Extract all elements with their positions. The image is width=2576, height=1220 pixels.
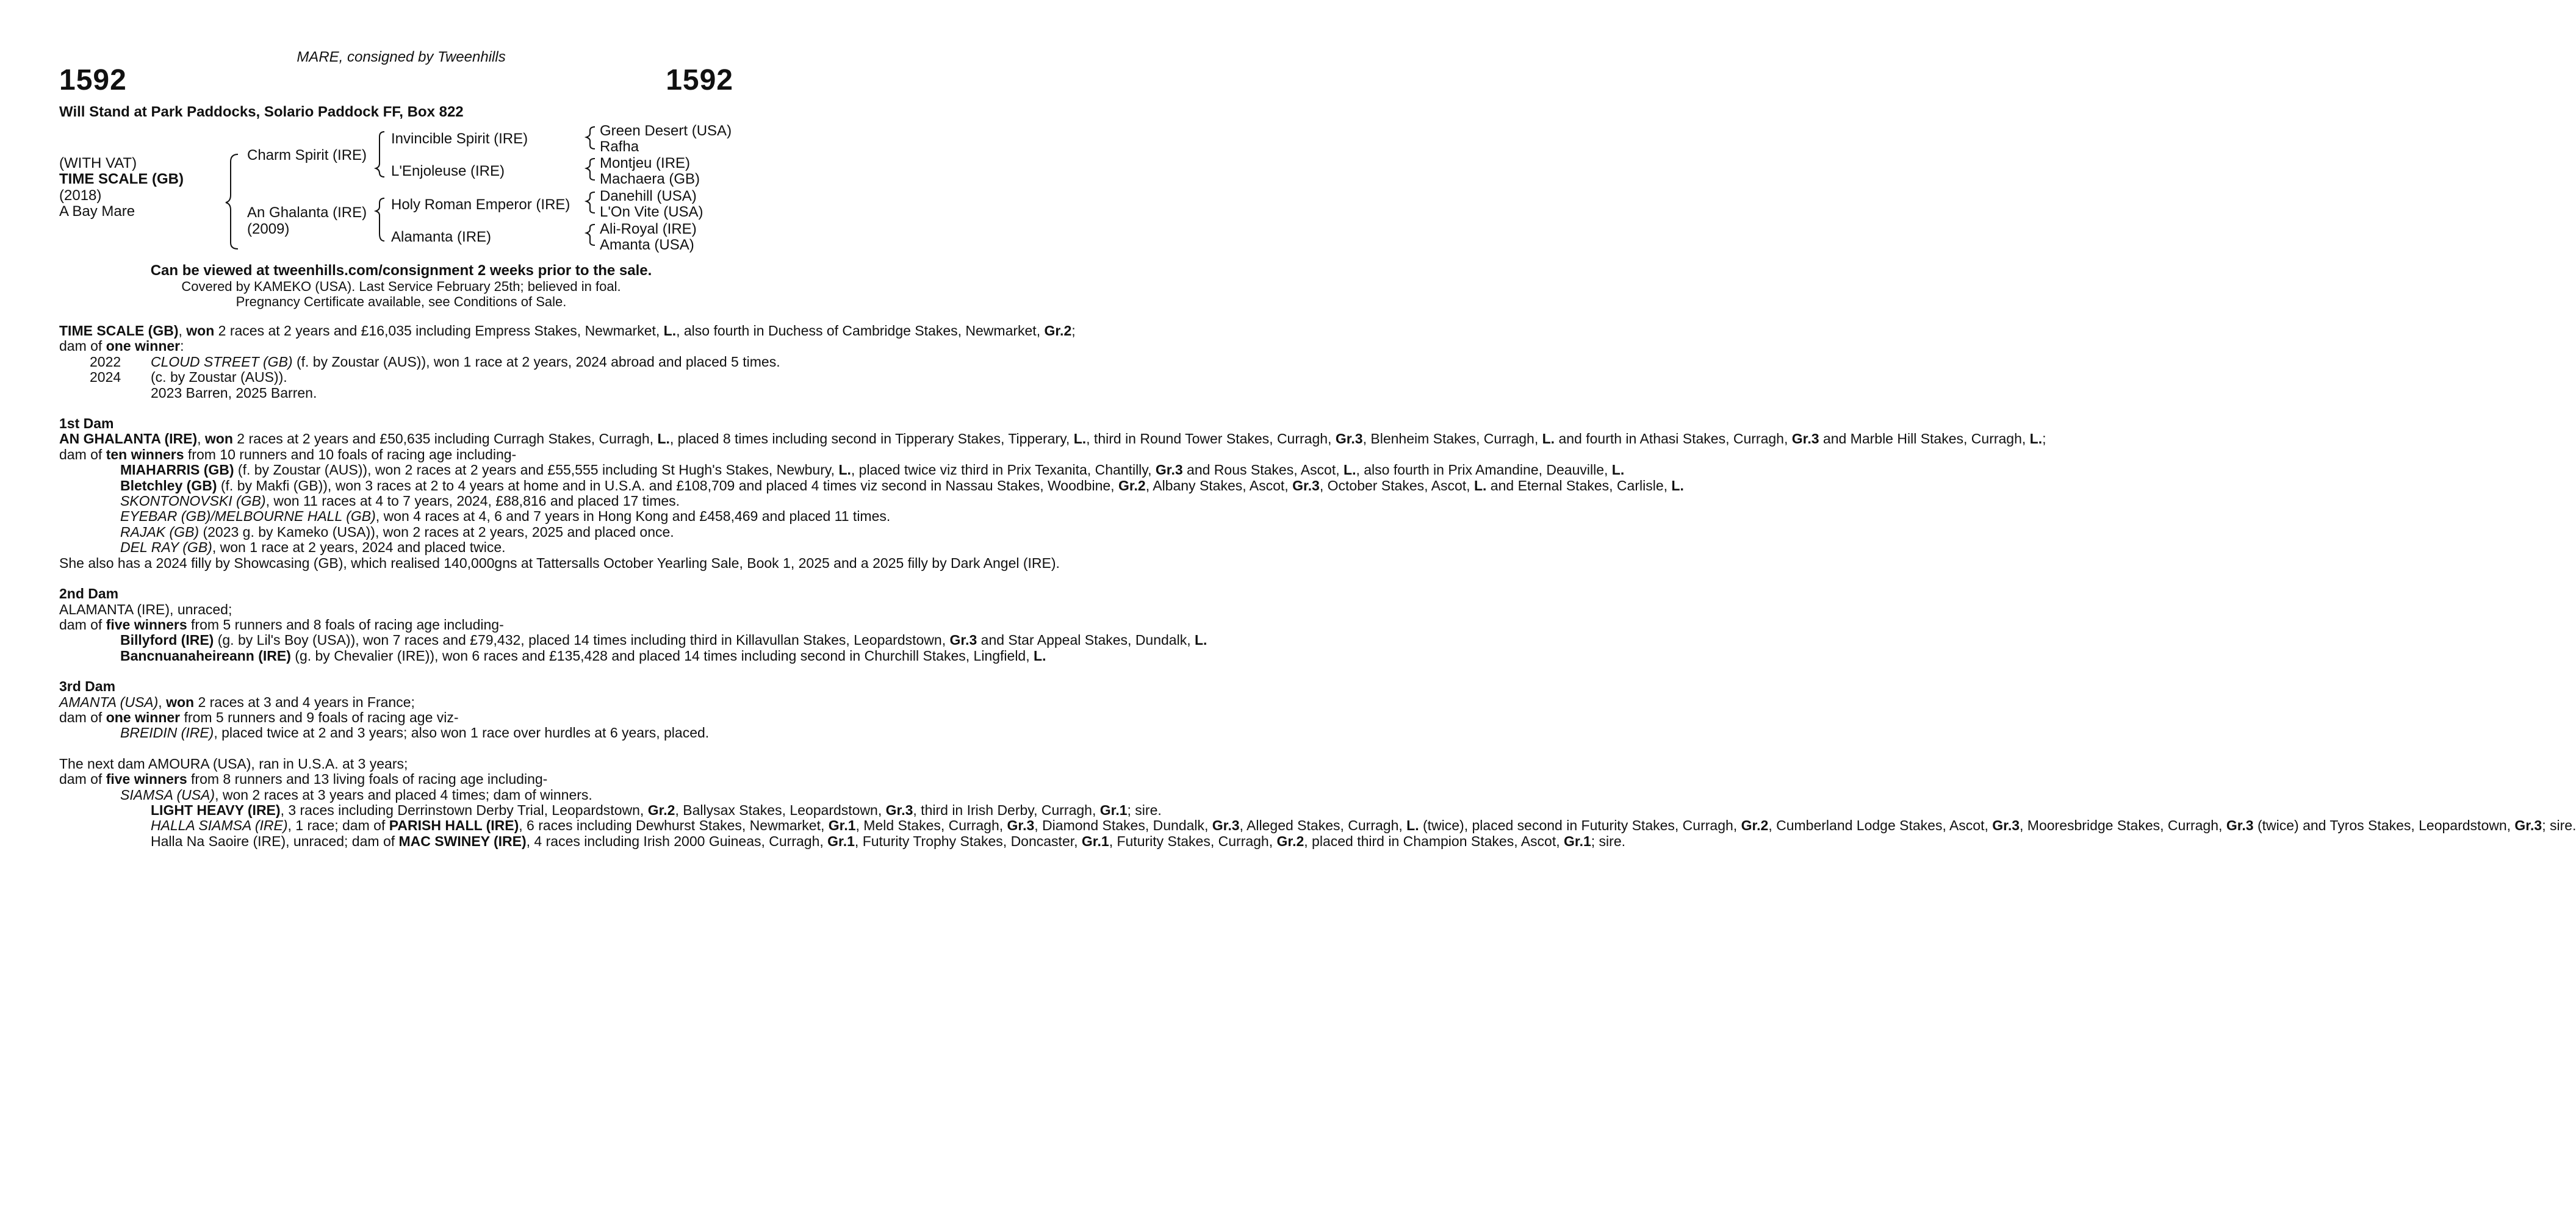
covered-note: Covered by KAMEKO (USA). Last Service February 25th; believed in foal. bbox=[181, 279, 621, 294]
second-dam-produce-summary: dam of five winners from 5 runners and 8 foals of racing age including- bbox=[59, 616, 504, 633]
horse-year: (2018) bbox=[59, 187, 102, 204]
third-dam-record: AMANTA (USA), won 2 races at 3 and 4 years in France; bbox=[59, 694, 415, 710]
third-dam-heading: 3rd Dam bbox=[59, 678, 116, 695]
pedigree-g1: Green Desert (USA) bbox=[600, 123, 732, 139]
produce-halla-na-saoire: Halla Na Saoire (IRE), unraced; dam of MAC SWINEY (IRE), 4 races including Irish 2000 Guineas, Curragh, Gr.1, Futurity Trophy Stakes, Doncaster, Gr.1, Futurity Stakes, Curragh, Gr.2, placed third in Champion Stakes, Ascot, Gr.1; sire. bbox=[151, 833, 1626, 849]
pedigree-g8: Amanta (USA) bbox=[600, 237, 694, 253]
produce-rajak: RAJAK (GB) (2023 g. by Kameko (USA)), won 2 races at 2 years, 2025 and placed once. bbox=[120, 523, 674, 540]
lot-number-left: 1592 bbox=[59, 64, 127, 96]
produce-bletchley: Bletchley (GB) (f. by Makfi (GB)), won 3 races at 2 to 4 years at home and in U.S.A. and £108,709 and placed 4 times viz second in Nassau Stakes, Woodbine, Gr.2, Albany Stakes, Ascot, Gr.3, October Stakes, Ascot, L. and Eternal Stakes, Carlisle, L. bbox=[120, 477, 1684, 493]
consignment-subtitle: MARE, consigned by Tweenhills bbox=[297, 49, 506, 65]
catalogue-body bbox=[59, 323, 2576, 849]
next-dam-record: The next dam AMOURA (USA), ran in U.S.A. at 3 years; bbox=[59, 755, 408, 772]
produce-miaharris: MIAHARRIS (GB) (f. by Zoustar (AUS)), won 2 races at 2 years and £55,555 including St Hugh's Stakes, Newbury, L., placed twice viz third in Prix Texanita, Chantilly, Gr.3 and Rous Stakes, Ascot, L., also fourth in Prix Amandine, Deauville, L. bbox=[120, 462, 1625, 478]
pedigree-g6: L'On Vite (USA) bbox=[600, 204, 703, 220]
pedigree-g3: Montjeu (IRE) bbox=[600, 155, 691, 171]
mare-produce-summary: dam of one winner: bbox=[59, 338, 184, 354]
third-dam-produce-summary: dam of one winner from 5 runners and 9 foals of racing age viz- bbox=[59, 709, 459, 725]
second-dam-record: ALAMANTA (IRE), unraced; bbox=[59, 601, 232, 617]
produce-billyford: Billyford (IRE) (g. by Lil's Boy (USA)), won 7 races and £79,432, placed 14 times including third in Killavullan Stakes, Leopardstown, Gr.3 and Star Appeal Stakes, Dundalk, L. bbox=[120, 632, 1207, 648]
pregnancy-note: Pregnancy Certificate available, see Conditions of Sale. bbox=[236, 294, 567, 309]
produce-light-heavy: LIGHT HEAVY (IRE), 3 races including Derrinstown Derby Trial, Leopardstown, Gr.2, Ballysax Stakes, Leopardstown, Gr.3, third in Irish Derby, Curragh, Gr.1; sire. bbox=[151, 802, 1162, 818]
pedigree-g7: Ali-Royal (IRE) bbox=[600, 221, 697, 237]
produce-2024: 2024 (c. by Zoustar (AUS)). 2023 Barren, 2025 Barren. bbox=[90, 369, 317, 401]
produce-skontonovski: SKONTONOVSKI (GB), won 11 races at 4 to 7 years, 2024, £88,816 and placed 17 times. bbox=[120, 493, 680, 509]
produce-eyebar: EYEBAR (GB)/MELBOURNE HALL (GB), won 4 races at 4, 6 and 7 years in Hong Kong and £458,469 and placed 11 times. bbox=[120, 508, 891, 525]
pedigree-dam-sire: Holy Roman Emperor (IRE) bbox=[391, 196, 570, 213]
horse-description: A Bay Mare bbox=[59, 203, 135, 220]
vat-note: (WITH VAT) bbox=[59, 155, 137, 171]
pedigree-sire-dam: L'Enjoleuse (IRE) bbox=[391, 163, 505, 179]
first-dam-record: AN GHALANTA (IRE), won 2 races at 2 years and £50,635 including Curragh Stakes, Curragh, L., placed 8 times including second in Tipperary Stakes, Tipperary, L., third in Round Tower Stakes, Curragh, Gr.3, Blenheim Stakes, Curragh, L. and fourth in Athasi Stakes, Curragh, Gr.3 and Marble Hill Stakes, Curragh, L.; bbox=[59, 431, 2046, 447]
produce-2022: 2022 CLOUD STREET (GB) (f. by Zoustar (AUS)), won 1 race at 2 years, 2024 abroad and placed 5 times. bbox=[90, 353, 780, 370]
produce-breidin: BREIDIN (IRE), placed twice at 2 and 3 years; also won 1 race over hurdles at 6 years, placed. bbox=[120, 725, 710, 741]
produce-del-ray: DEL RAY (GB), won 1 race at 2 years, 2024 and placed twice. bbox=[120, 539, 506, 556]
first-dam-produce-summary: dam of ten winners from 10 runners and 10 foals of racing age including- bbox=[59, 446, 517, 462]
pedigree-g4: Machaera (GB) bbox=[600, 171, 700, 187]
pedigree-dam-dam: Alamanta (IRE) bbox=[391, 229, 492, 245]
produce-halla-siamsa: HALLA SIAMSA (IRE), 1 race; dam of PARISH HALL (IRE), 6 races including Dewhurst Stakes, Newmarket, Gr.1, Meld Stakes, Curragh, Gr.3, Diamond Stakes, Dundalk, Gr.3, Alleged Stakes, Curragh, L. (twice), placed second in Futurity Stakes, Curragh, Gr.2, Cumberland Lodge Stakes, Ascot, Gr.3, Mooresbridge Stakes, Curragh, Gr.3 (twice) and Tyros Stakes, Leopardstown, Gr.3; sire. bbox=[151, 817, 2576, 834]
first-dam-heading: 1st Dam bbox=[59, 415, 114, 432]
next-dam-produce-summary: dam of five winners from 8 runners and 13 living foals of racing age including- bbox=[59, 771, 548, 788]
first-dam-footnote: She also has a 2024 filly by Showcasing (GB), which realised 140,000gns at Tattersalls October Yearling Sale, Book 1, 2025 and a 2025 filly by Dark Angel (IRE). bbox=[59, 554, 1060, 571]
pedigree-dam: An Ghalanta (IRE) bbox=[247, 204, 367, 221]
pedigree-g5: Danehill (USA) bbox=[600, 188, 697, 204]
viewing-note: Can be viewed at tweenhills.com/consignment 2 weeks prior to the sale. bbox=[150, 262, 652, 279]
lot-number-right: 1592 bbox=[666, 64, 733, 96]
pedigree-sire-sire: Invincible Spirit (IRE) bbox=[391, 131, 528, 147]
pedigree-dam-year: (2009) bbox=[247, 221, 290, 237]
horse-name: TIME SCALE (GB) bbox=[59, 171, 184, 187]
pedigree-sire: Charm Spirit (IRE) bbox=[247, 147, 367, 163]
produce-bancnuanaheireann: Bancnuanaheireann (IRE) (g. by Chevalier (IRE)), won 6 races and £135,428 and placed 14 times including second in Churchill Stakes, Lingfield, L. bbox=[120, 647, 1046, 664]
mare-record: TIME SCALE (GB), won 2 races at 2 years and £16,035 including Empress Stakes, Newmarket, L., also fourth in Duchess of Cambridge Stakes, Newmarket, Gr.2; bbox=[59, 323, 1076, 339]
produce-siamsa: SIAMSA (USA), won 2 races at 3 years and placed 4 times; dam of winners. bbox=[120, 786, 592, 803]
second-dam-heading: 2nd Dam bbox=[59, 586, 119, 602]
stand-location: Will Stand at Park Paddocks, Solario Paddock FF, Box 822 bbox=[59, 104, 464, 120]
pedigree-g2: Rafha bbox=[600, 138, 639, 155]
